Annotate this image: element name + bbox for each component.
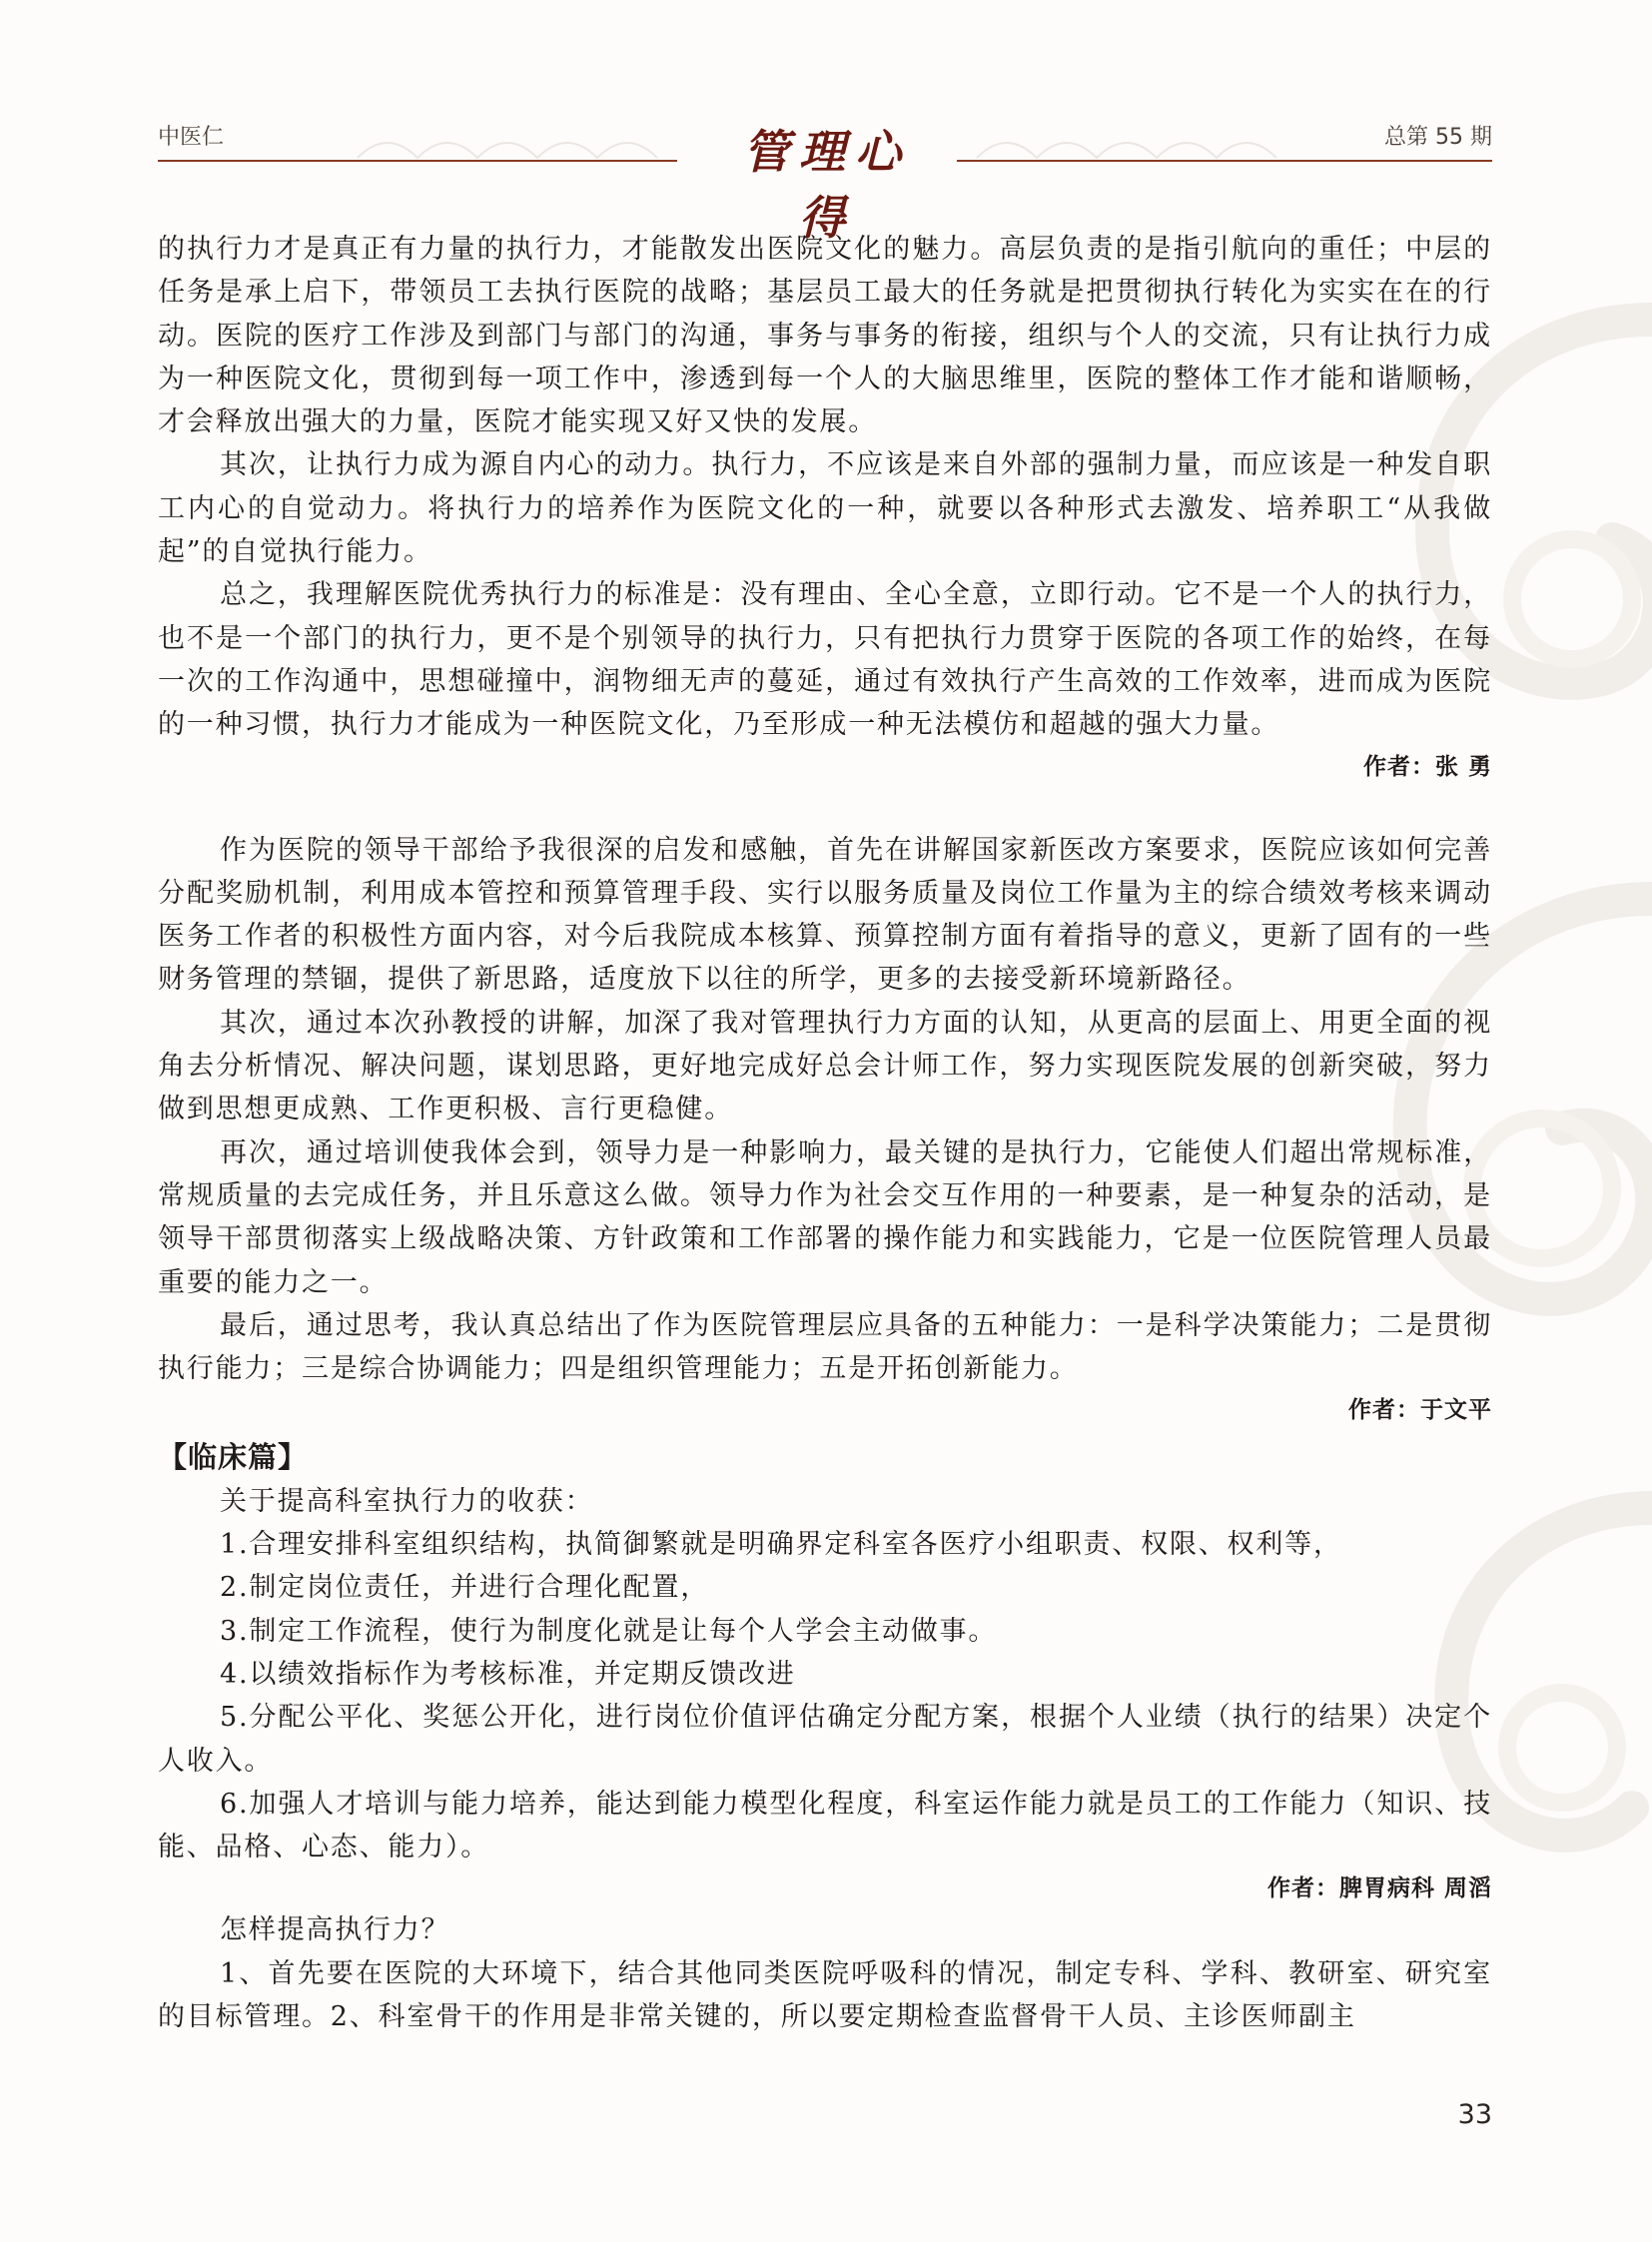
section-gap	[158, 787, 1492, 829]
header-rule-left	[158, 160, 677, 162]
paragraph: 怎样提高执行力？	[220, 1914, 450, 1946]
issue-number: 总第 55 期	[1384, 125, 1492, 150]
paragraph: 其次，让执行力成为源自内心的动力。执行力，不应该是来自外部的强制力量，而应该是一种发自职工内心的自觉动力。将执行力的培养作为医院文化的一种，就要以各种形式去激发、培养职工“从我做起”的自觉执行能力。	[158, 449, 1492, 568]
header-rule-right	[957, 160, 1492, 162]
paragraph: 最后，通过思考，我认真总结出了作为医院管理层应具备的五种能力：一是科学决策能力；二是贯彻执行能力；三是综合协调能力；四是组织管理能力；五是开拓创新能力。	[158, 1309, 1492, 1385]
author-byline: 作者：张 勇	[1362, 753, 1492, 780]
page-number: 33	[1457, 2099, 1492, 2130]
paragraph: 2.制定岗位责任，并进行合理化配置，	[220, 1572, 710, 1604]
article-body	[158, 228, 1492, 2038]
paragraph: 再次，通过培训使我体会到，领导力是一种影响力，最关键的是执行力，它能使人们超出常规标准，常规质量的去完成任务，并且乐意这么做。领导力作为社会交互作用的一种要素，是一种复杂的活动，是领导干部贯彻落实上级战略决策、方针政策和工作部署的操作能力和实践能力，它是一位医院管理人员最重要的能力之一。	[158, 1136, 1492, 1298]
journal-name: 中医仁	[158, 125, 225, 150]
paragraph: 3.制定工作流程，使行为制度化就是让每个人学会主动做事。	[220, 1615, 998, 1647]
paragraph: 5.分配公平化、奖惩公开化，进行岗位价值评估确定分配方案，根据个人业绩（执行的结果）决定个人收入。	[158, 1702, 1492, 1777]
author-byline: 作者：于文平	[1348, 1397, 1492, 1424]
author-byline: 作者：脾胃病科 周滔	[1266, 1875, 1492, 1902]
paragraph: 1.合理安排科室组织结构，执简御繁就是明确界定科室各医疗小组职责、权限、权利等，	[220, 1529, 1342, 1561]
paragraph: 1、首先要在医院的大环境下，结合其他同类医院呼吸科的情况，制定专科、学科、教研室、研究室的目标管理。2、科室骨干的作用是非常关键的，所以要定期检查监督骨干人员、主诊医师副主	[158, 1957, 1492, 2032]
paragraph: 6.加强人才培训与能力培养，能达到能力模型化程度，科室运作能力就是员工的工作能力（知识、技能、品格、心态、能力）。	[158, 1788, 1492, 1864]
paragraph: 作为医院的领导干部给予我很深的启发和感触，首先在讲解国家新医改方案要求，医院应该如何完善分配奖励机制，利用成本管控和预算管理手段、实行以服务质量及岗位工作量为主的综合绩效考核来调动医务工作者的积极性方面内容，对今后我院成本核算、预算控制方面有着指导的意义，更新了固有的一些财务管理的禁锢，提供了新思路，适度放下以往的所学，更多的去接受新环境新路径。	[158, 834, 1492, 996]
section-title: 管理心得	[743, 125, 911, 245]
paragraph: 4.以绩效指标作为考核标准，并定期反馈改进	[220, 1658, 796, 1690]
paragraph: 总之，我理解医院优秀执行力的标准是：没有理由、全心全意，立即行动。它不是一个人的执行力，也不是一个部门的执行力，更不是个别领导的执行力，只有把执行力贯穿于医院的各项工作的始终，在每一次的工作沟通中，思想碰撞中，润物细无声的蔓延，通过有效执行产生高效的工作效率，进而成为医院的一种习惯，执行力才能成为一种医院文化，乃至形成一种无法模仿和超越的强大力量。	[158, 579, 1492, 741]
section-heading: 【临床篇】	[158, 1440, 309, 1475]
paragraph: 其次，通过本次孙教授的讲解，加深了我对管理执行力方面的认知，从更高的层面上、用更全面的视角去分析情况、解决问题，谋划思路，更好地完成好总会计师工作，努力实现医院发展的创新突破，努力做到思想更成熟、工作更积极、言行更稳健。	[158, 1007, 1492, 1125]
paragraph: 关于提高科室执行力的收获：	[220, 1485, 594, 1517]
page-header	[158, 110, 1492, 245]
paragraph: 的执行力才是真正有力量的执行力，才能散发出医院文化的魅力。高层负责的是指引航向的重任；中层的任务是承上启下，带领员工去执行医院的战略；基层员工最大的任务就是把贯彻执行转化为实实在在的行动。医院的医疗工作涉及到部门与部门的沟通，事务与事务的衔接，组织与个人的交流，只有让执行力成为一种医院文化，贯彻到每一项工作中，渗透到每一个人的大脑思维里，医院的整体工作才能和谐顺畅，才会释放出强大的力量，医院才能实现又好又快的发展。	[158, 234, 1492, 438]
